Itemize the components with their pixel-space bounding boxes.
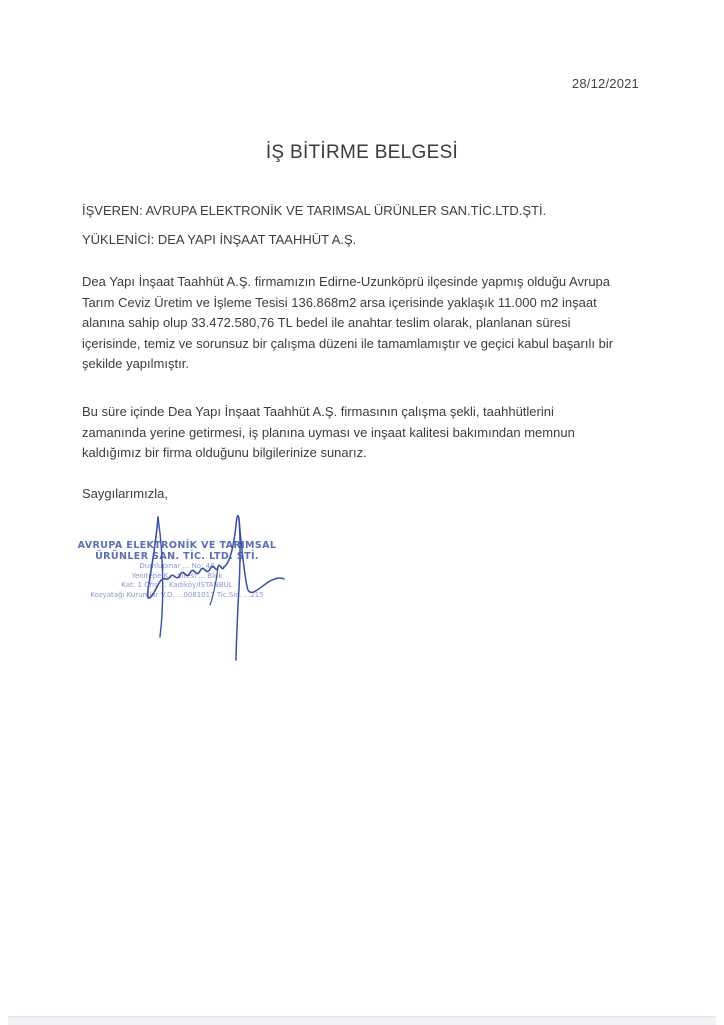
paragraph-line: Tarım Ceviz Üretim ve İşleme Tesisi 136.868m2 arsa içerisinde yaklaşık 11.000 m2 inşaat xyxy=(82,294,597,310)
employer-line: İŞVEREN: AVRUPA ELEKTRONİK VE TARIMSAL ÜRÜNLER SAN.TİC.LTD.ŞTİ. xyxy=(82,203,547,218)
paragraph-line: alanına sahip olup 33.472.580,76 TL bedel ile anahtar teslim olarak, planlanan süresi xyxy=(82,315,571,330)
body-paragraph-1 xyxy=(82,272,662,375)
stamp-line: Dumlupınar ... No: 48 xyxy=(139,562,215,570)
contractor-line: YÜKLENİCİ: DEA YAPI İNŞAAT TAAHHÜT A.Ş. xyxy=(82,232,357,247)
paragraph-line: şekilde yapılmıştır. xyxy=(82,356,189,371)
stamp-line: Kat: 1 Ofis ... Kadıköy/İSTANBUL xyxy=(121,581,233,589)
document-title: İŞ BİTİRME BELGESİ xyxy=(265,142,459,163)
stamp-line: AVRUPA ELEKTRONİK VE TARIMSAL xyxy=(77,540,277,551)
signature-icon xyxy=(120,505,300,665)
paragraph-line: Bu süre içinde Dea Yapı İnşaat Taahhüt A.Ş. firmasının çalışma şekli, taahhütlerini xyxy=(82,404,554,419)
paragraph-line: Dea Yapı İnşaat Taahhüt A.Ş. firmamızın Edirne-Uzunköprü ilçesinde yapmış olduğu Avrupa xyxy=(82,274,611,289)
stamp-line: Yenitepe K... Sitesi ... Blok xyxy=(131,571,223,580)
paragraph-line: içerisinde, temiz ve sorunsuz bir çalışma düzeni ile tamamlamıştır ve geçici kabul başarılı bir xyxy=(82,335,614,351)
stamp-line: Kozyatağı Kurumlar V.D. ...0081017 Tic.Sic. ...215 xyxy=(90,590,264,599)
stamp-line: ÜRÜNLER SAN. TİC. LTD. ŞTİ. xyxy=(95,551,259,562)
document-date: 28/12/2021 xyxy=(571,76,639,91)
paragraph-line: zamanında yerine getirmesi, iş planına uyması ve inşaat kalitesi bakımından memnun xyxy=(82,424,575,440)
body-paragraph-2 xyxy=(82,402,662,464)
paragraph-line: kaldığımız bir firma olduğunu bilgilerinize sunarız. xyxy=(82,445,367,460)
closing-salutation: Saygılarımızla, xyxy=(82,486,168,501)
